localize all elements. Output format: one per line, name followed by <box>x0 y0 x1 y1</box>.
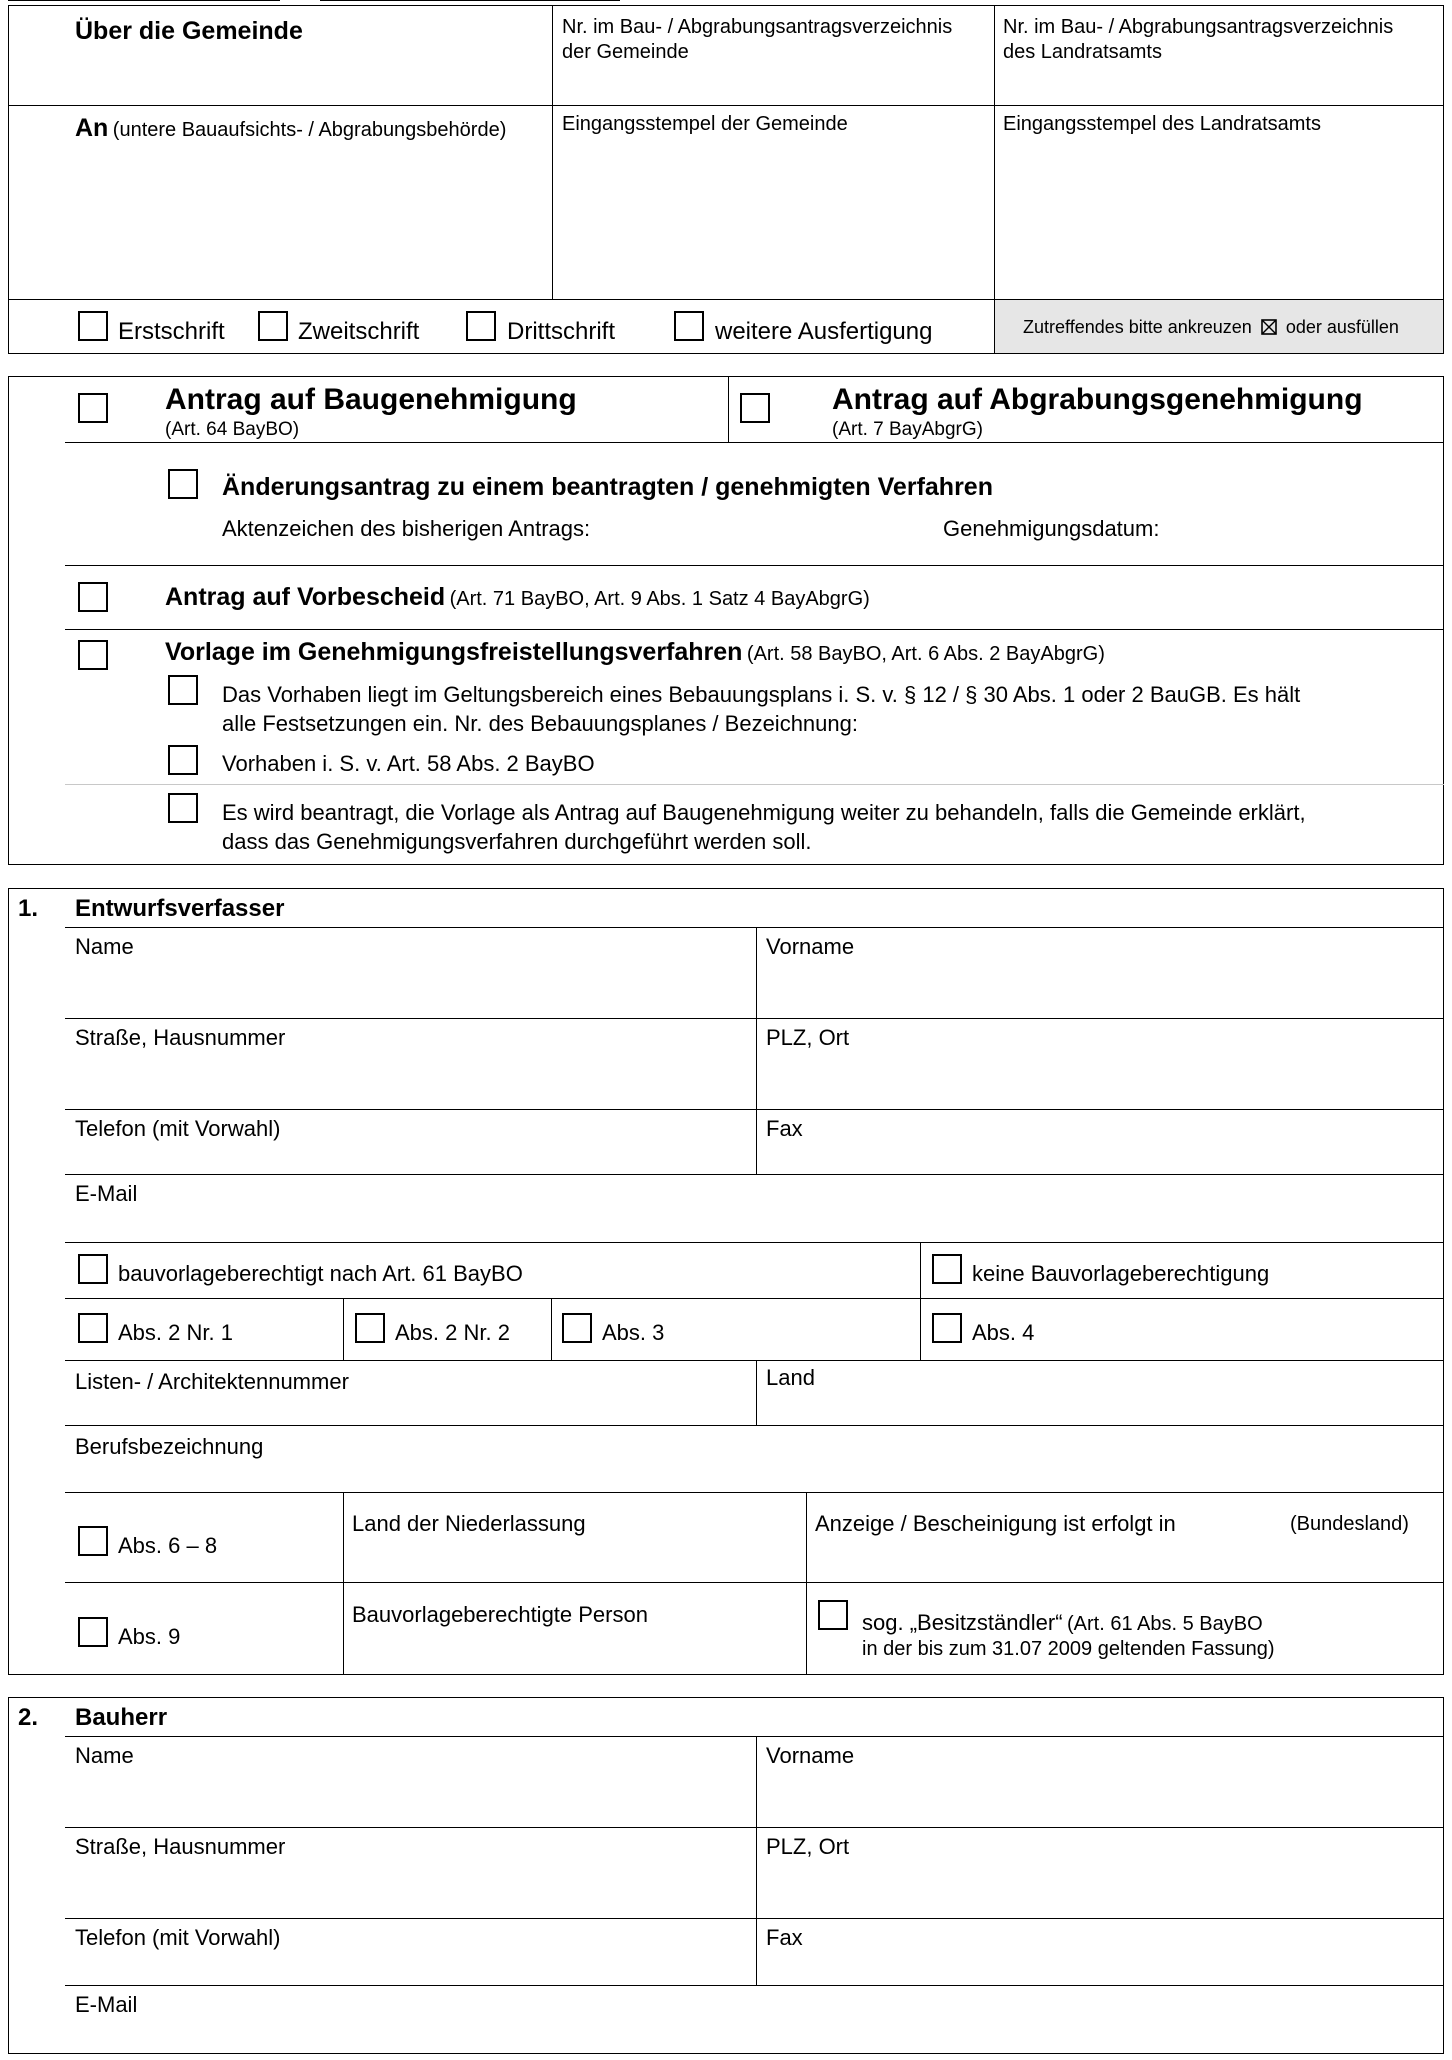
s2-col-main <box>756 1736 757 1985</box>
abs-4-label: Abs. 4 <box>972 1320 1035 1345</box>
vorbescheid-label <box>165 583 870 612</box>
vorbescheid-title: Antrag auf Vorbescheid <box>165 583 446 611</box>
abs-9-label: Abs. 9 <box>118 1624 181 1649</box>
bauvorlageberechtigt-checkbox[interactable] <box>78 1254 108 1284</box>
an-label <box>75 114 506 143</box>
nr-landratsamt-label-2: des Landratsamts <box>1003 41 1162 63</box>
s2-vorname-label: Vorname <box>766 1743 855 1768</box>
s1-line-2 <box>65 1018 1444 1019</box>
s1-fax-label: Fax <box>766 1116 803 1141</box>
an-strong: An <box>75 114 109 142</box>
s2-fax-label: Fax <box>766 1925 803 1950</box>
s1-name-label: Name <box>75 934 134 959</box>
s2-vorname-field[interactable] <box>758 1769 1442 1825</box>
s1-email-label: E-Mail <box>75 1181 138 1206</box>
s1-line-3 <box>65 1109 1444 1110</box>
nr-gemeinde-label-2: der Gemeinde <box>562 41 689 63</box>
abgrabungsgenehmigung-checkbox[interactable] <box>740 393 770 423</box>
stempel-landratsamt-label: Eingangsstempel des Landratsamts <box>1003 113 1321 135</box>
besitzstaendler-checkbox[interactable] <box>818 1600 848 1630</box>
s1-name-field[interactable] <box>66 960 755 1016</box>
s1-telefon-label: Telefon (mit Vorwahl) <box>75 1116 281 1141</box>
s1-col-b <box>551 1298 552 1360</box>
header-row-line-1 <box>8 105 1444 106</box>
s1-col-c <box>920 1242 921 1360</box>
abs-3-checkbox[interactable] <box>562 1313 592 1343</box>
land-niederlassung-label: Land der Niederlassung <box>352 1511 586 1536</box>
ueber-gemeinde-label: Über die Gemeinde <box>75 17 303 45</box>
hint-before: Zutreffendes bitte ankreuzen <box>1023 317 1252 337</box>
weitere-ausfertigung-label: weitere Ausfertigung <box>715 318 933 345</box>
s1-vorname-label: Vorname <box>766 934 855 959</box>
stempel-gemeinde-label: Eingangsstempel der Gemeinde <box>562 113 848 135</box>
drittschrift-checkbox[interactable] <box>466 311 496 341</box>
s1-plz-ort-label: PLZ, Ort <box>766 1025 850 1050</box>
anzeige-field[interactable] <box>808 1538 1442 1580</box>
weitere-ausfertigung-checkbox[interactable] <box>674 311 704 341</box>
freistellung-title: Vorlage im Genehmigungsfreistellungsverfahren <box>165 638 743 666</box>
section-2-number: 2. <box>18 1704 39 1731</box>
besitzstaendler-strong: sog. „Besitzständler“ <box>862 1610 1063 1635</box>
s1-line-8 <box>65 1425 1444 1426</box>
bauvorlageberechtigt-label: bauvorlageberechtigt nach Art. 61 BayBO <box>118 1261 523 1286</box>
drittschrift-label: Drittschrift <box>507 318 615 345</box>
s1-strasse-label: Straße, Hausnummer <box>75 1025 286 1050</box>
s2-line-3 <box>65 1918 1444 1919</box>
s1-line-4 <box>65 1174 1444 1175</box>
s1-line-5 <box>65 1242 1444 1243</box>
abs-4-checkbox[interactable] <box>932 1313 962 1343</box>
s1-col-main <box>756 927 757 1174</box>
besitzstaendler-label-2: in der bis zum 31.07 2009 geltenden Fassung) <box>862 1638 1275 1660</box>
an-authority: (untere Bauaufsichts- / Abgrabungsbehörde) <box>112 119 507 141</box>
vorhaben-58-checkbox[interactable] <box>168 745 198 775</box>
aktenzeichen-label: Aktenzeichen des bisherigen Antrags: <box>222 516 591 541</box>
antrag-divider <box>728 376 729 442</box>
s1-col-d <box>343 1492 344 1675</box>
aenderungsantrag-checkbox[interactable] <box>168 469 198 499</box>
s2-strasse-label: Straße, Hausnummer <box>75 1834 286 1859</box>
zweitschrift-checkbox[interactable] <box>258 311 288 341</box>
bebauungsplan-text-1: Das Vorhaben liegt im Geltungsbereich eines Bebauungsplans i. S. v. § 12 / § 30 Abs. 1 oder 2 BauGB. Es hält <box>222 682 1301 707</box>
baugenehmigung-title: Antrag auf Baugenehmigung <box>165 383 577 416</box>
keine-bauvorlage-checkbox[interactable] <box>932 1254 962 1284</box>
erstschrift-checkbox[interactable] <box>78 311 108 341</box>
s2-email-label: E-Mail <box>75 1992 138 2017</box>
abs-2-nr-2-checkbox[interactable] <box>355 1313 385 1343</box>
abs-3-label: Abs. 3 <box>602 1320 665 1345</box>
s2-plz-ort-field[interactable] <box>758 1860 1442 1916</box>
s2-strasse-field[interactable] <box>66 1860 755 1916</box>
antrag-block <box>8 376 1444 865</box>
berufsbezeichnung-field[interactable] <box>66 1460 1442 1490</box>
section-1-number: 1. <box>18 895 39 922</box>
s1-telefon-field[interactable] <box>66 1142 755 1172</box>
weiterbehandlung-checkbox[interactable] <box>168 793 198 823</box>
s1-line-10 <box>65 1582 1444 1583</box>
header-divider-1 <box>552 5 553 299</box>
s2-telefon-field[interactable] <box>66 1951 755 1983</box>
genehmigungsdatum-label: Genehmigungsdatum: <box>943 516 1160 541</box>
s2-line-2 <box>65 1827 1444 1828</box>
listennummer-label: Listen- / Architektennummer <box>75 1369 349 1394</box>
abgrabungsgenehmigung-title: Antrag auf Abgrabungsgenehmigung <box>832 383 1363 416</box>
s1-plz-ort-field[interactable] <box>758 1051 1442 1107</box>
land-field[interactable] <box>758 1392 1442 1423</box>
bauvorlage-person-field[interactable] <box>345 1630 804 1673</box>
abs-2-nr-1-label: Abs. 2 Nr. 1 <box>118 1320 233 1345</box>
vorhaben-58-label: Vorhaben i. S. v. Art. 58 Abs. 2 BayBO <box>222 751 595 776</box>
abs-9-checkbox[interactable] <box>78 1617 108 1647</box>
s1-line-1 <box>65 927 1444 928</box>
baugenehmigung-ref: (Art. 64 BayBO) <box>165 419 300 440</box>
abs-2-nr-2-label: Abs. 2 Nr. 2 <box>395 1320 510 1345</box>
s1-line-9 <box>65 1492 1444 1493</box>
abs-6-8-label: Abs. 6 – 8 <box>118 1533 218 1558</box>
bebauungsplan-checkbox[interactable] <box>168 675 198 705</box>
section-2-title: Bauherr <box>75 1704 168 1731</box>
s2-line-4 <box>65 1985 1444 1986</box>
abs-2-nr-1-checkbox[interactable] <box>78 1313 108 1343</box>
zweitschrift-label: Zweitschrift <box>298 318 420 345</box>
s1-strasse-field[interactable] <box>66 1051 755 1107</box>
s1-line-6 <box>65 1298 1444 1299</box>
keine-bauvorlage-label: keine Bauvorlageberechtigung <box>972 1261 1270 1286</box>
top-stub-line-right <box>320 0 620 1</box>
erstschrift-label: Erstschrift <box>118 318 225 345</box>
bebauungsplan-text-2: alle Festsetzungen ein. Nr. des Bebauungsplanes / Bezeichnung: <box>222 711 858 736</box>
weiterbehandlung-text-2: dass das Genehmigungsverfahren durchgeführt werden soll. <box>222 829 812 854</box>
s1-line-7 <box>65 1360 1444 1361</box>
antrag-line-3 <box>65 629 1444 630</box>
antrag-light-line <box>65 784 1444 785</box>
aenderungsantrag-title: Änderungsantrag zu einem beantragten / genehmigten Verfahren <box>222 473 993 501</box>
s2-plz-ort-label: PLZ, Ort <box>766 1834 850 1859</box>
s1-col-e <box>806 1492 807 1675</box>
antrag-line-1 <box>65 442 1444 443</box>
listennummer-field[interactable] <box>66 1395 755 1423</box>
top-stub-line-left <box>8 0 280 1</box>
vorbescheid-ref: (Art. 71 BayBO, Art. 9 Abs. 1 Satz 4 BayAbgrG) <box>449 588 870 610</box>
besitzstaendler-ref: (Art. 61 Abs. 5 BayBO <box>1066 1613 1263 1635</box>
s2-telefon-label: Telefon (mit Vorwahl) <box>75 1925 281 1950</box>
berufsbezeichnung-label: Berufsbezeichnung <box>75 1434 264 1459</box>
s2-fax-field[interactable] <box>758 1951 1442 1983</box>
antrag-line-2 <box>65 565 1444 566</box>
crossed-box-icon <box>1261 319 1277 340</box>
abgrabungsgenehmigung-ref: (Art. 7 BayAbgrG) <box>832 419 983 440</box>
weiterbehandlung-text-1: Es wird beantragt, die Vorlage als Antrag auf Baugenehmigung weiter zu behandeln, falls die Gemeinde erklärt, <box>222 800 1306 825</box>
section-1-title: Entwurfsverfasser <box>75 895 285 922</box>
s2-name-field[interactable] <box>66 1769 755 1825</box>
abs-6-8-checkbox[interactable] <box>78 1526 108 1556</box>
nr-landratsamt-label-1: Nr. im Bau- / Abgrabungsantragsverzeichnis <box>1003 16 1394 38</box>
nr-gemeinde-label-1: Nr. im Bau- / Abgrabungsantragsverzeichnis <box>562 16 953 38</box>
anzeige-label: Anzeige / Bescheinigung ist erfolgt in <box>815 1511 1176 1536</box>
s2-line-1 <box>65 1736 1444 1737</box>
s1-vorname-field[interactable] <box>758 960 1442 1016</box>
s1-email-field[interactable] <box>66 1207 1442 1240</box>
s2-email-field[interactable] <box>66 2018 1442 2052</box>
s1-fax-field[interactable] <box>758 1142 1442 1172</box>
hint-after: oder ausfüllen <box>1285 317 1399 337</box>
s2-name-label: Name <box>75 1743 134 1768</box>
freistellung-label <box>165 638 1105 667</box>
hint-text <box>1023 317 1399 340</box>
besitzstaendler-label-1 <box>862 1610 1263 1636</box>
freistellung-ref: (Art. 58 BayBO, Art. 6 Abs. 2 BayAbgrG) <box>746 643 1105 665</box>
vorbescheid-checkbox[interactable] <box>78 582 108 612</box>
bauvorlage-person-label: Bauvorlageberechtigte Person <box>352 1602 648 1627</box>
baugenehmigung-checkbox[interactable] <box>78 393 108 423</box>
s1-col-land <box>756 1360 757 1425</box>
bundesland-label: (Bundesland) <box>1290 1513 1409 1535</box>
land-niederlassung-field[interactable] <box>345 1538 804 1580</box>
s1-col-a <box>343 1298 344 1360</box>
land-label: Land <box>766 1365 815 1390</box>
freistellung-checkbox[interactable] <box>78 640 108 670</box>
